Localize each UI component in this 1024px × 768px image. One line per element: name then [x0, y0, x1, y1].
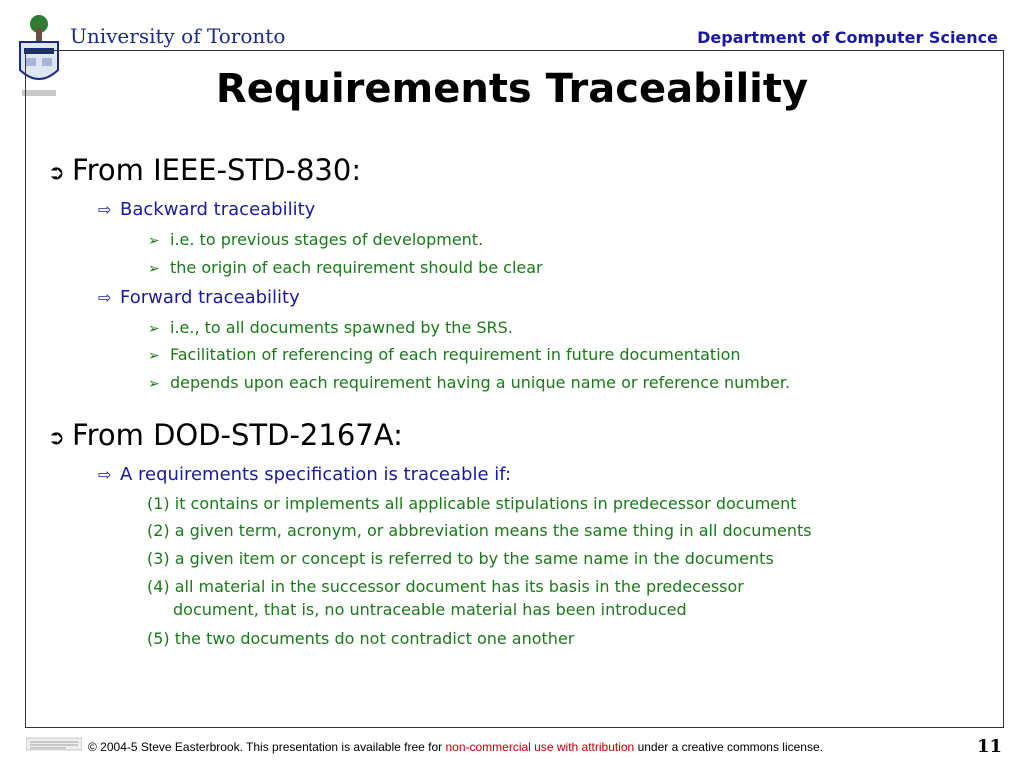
list-item-text: i.e., to all documents spawned by the SRS. — [170, 318, 513, 337]
numbered-item: (1) it contains or implements all applicable stipulations in predecessor document — [147, 494, 797, 513]
subsection-label: Backward traceability — [120, 199, 316, 220]
arrowhead-icon: ➢ — [148, 348, 160, 364]
subsection-label: A requirements specification is traceable if: — [120, 464, 512, 485]
footer-prefix: © 2004-5 Steve Easterbrook. This presentation is available free for — [88, 740, 446, 754]
university-name: University of Toronto — [70, 24, 286, 48]
numbered-item-continuation: document, that is, no untraceable material has been introduced — [173, 600, 687, 619]
arrowhead-icon: ➢ — [148, 261, 160, 277]
outlined-arrow-icon: ⇨ — [98, 465, 112, 484]
footer-license-link[interactable]: non-commercial use with attribution — [445, 740, 635, 754]
arrowhead-icon: ➢ — [148, 233, 160, 249]
list-item-text: Facilitation of referencing of each requirement in future documentation — [170, 345, 741, 364]
page-number: 11 — [976, 736, 1002, 757]
list-item — [148, 318, 513, 337]
numbered-item: (3) a given item or concept is referred to by the same name in the documents — [147, 549, 774, 568]
list-item-text: depends upon each requirement having a unique name or reference number. — [170, 373, 791, 392]
section-heading-text: From DOD-STD-2167A: — [72, 418, 403, 452]
subsection-forward — [98, 287, 300, 308]
list-item-text: i.e. to previous stages of development. — [170, 230, 484, 249]
arrow-circle-icon: ➲ — [48, 425, 65, 449]
department-name: Department of Computer Science — [697, 28, 998, 47]
slide-title: Requirements Traceability — [215, 66, 809, 112]
list-item — [148, 258, 543, 277]
list-item — [148, 230, 483, 249]
subsection-label: Forward traceability — [120, 287, 300, 308]
outlined-arrow-icon: ⇨ — [98, 200, 112, 219]
section-heading-dod — [48, 418, 403, 452]
numbered-item: (4) all material in the successor document has its basis in the predecessor — [147, 577, 744, 596]
list-item — [148, 345, 741, 364]
arrow-circle-icon: ➲ — [48, 160, 65, 184]
list-item-text: the origin of each requirement should be clear — [170, 258, 543, 277]
subsection-traceable-if — [98, 464, 511, 485]
arrowhead-icon: ➢ — [148, 321, 160, 337]
section-heading-text: From IEEE-STD-830: — [72, 153, 362, 187]
creative-commons-badge-icon — [26, 736, 82, 752]
arrowhead-icon: ➢ — [148, 376, 160, 392]
list-item — [148, 373, 790, 392]
numbered-item: (2) a given term, acronym, or abbreviation means the same thing in all documents — [147, 521, 812, 540]
footer-suffix: under a creative commons license. — [634, 740, 823, 754]
numbered-item: (5) the two documents do not contradict one another — [147, 629, 575, 648]
footer-copyright — [88, 740, 823, 754]
outlined-arrow-icon: ⇨ — [98, 288, 112, 307]
subsection-backward — [98, 199, 315, 220]
section-heading-ieee — [48, 153, 361, 187]
